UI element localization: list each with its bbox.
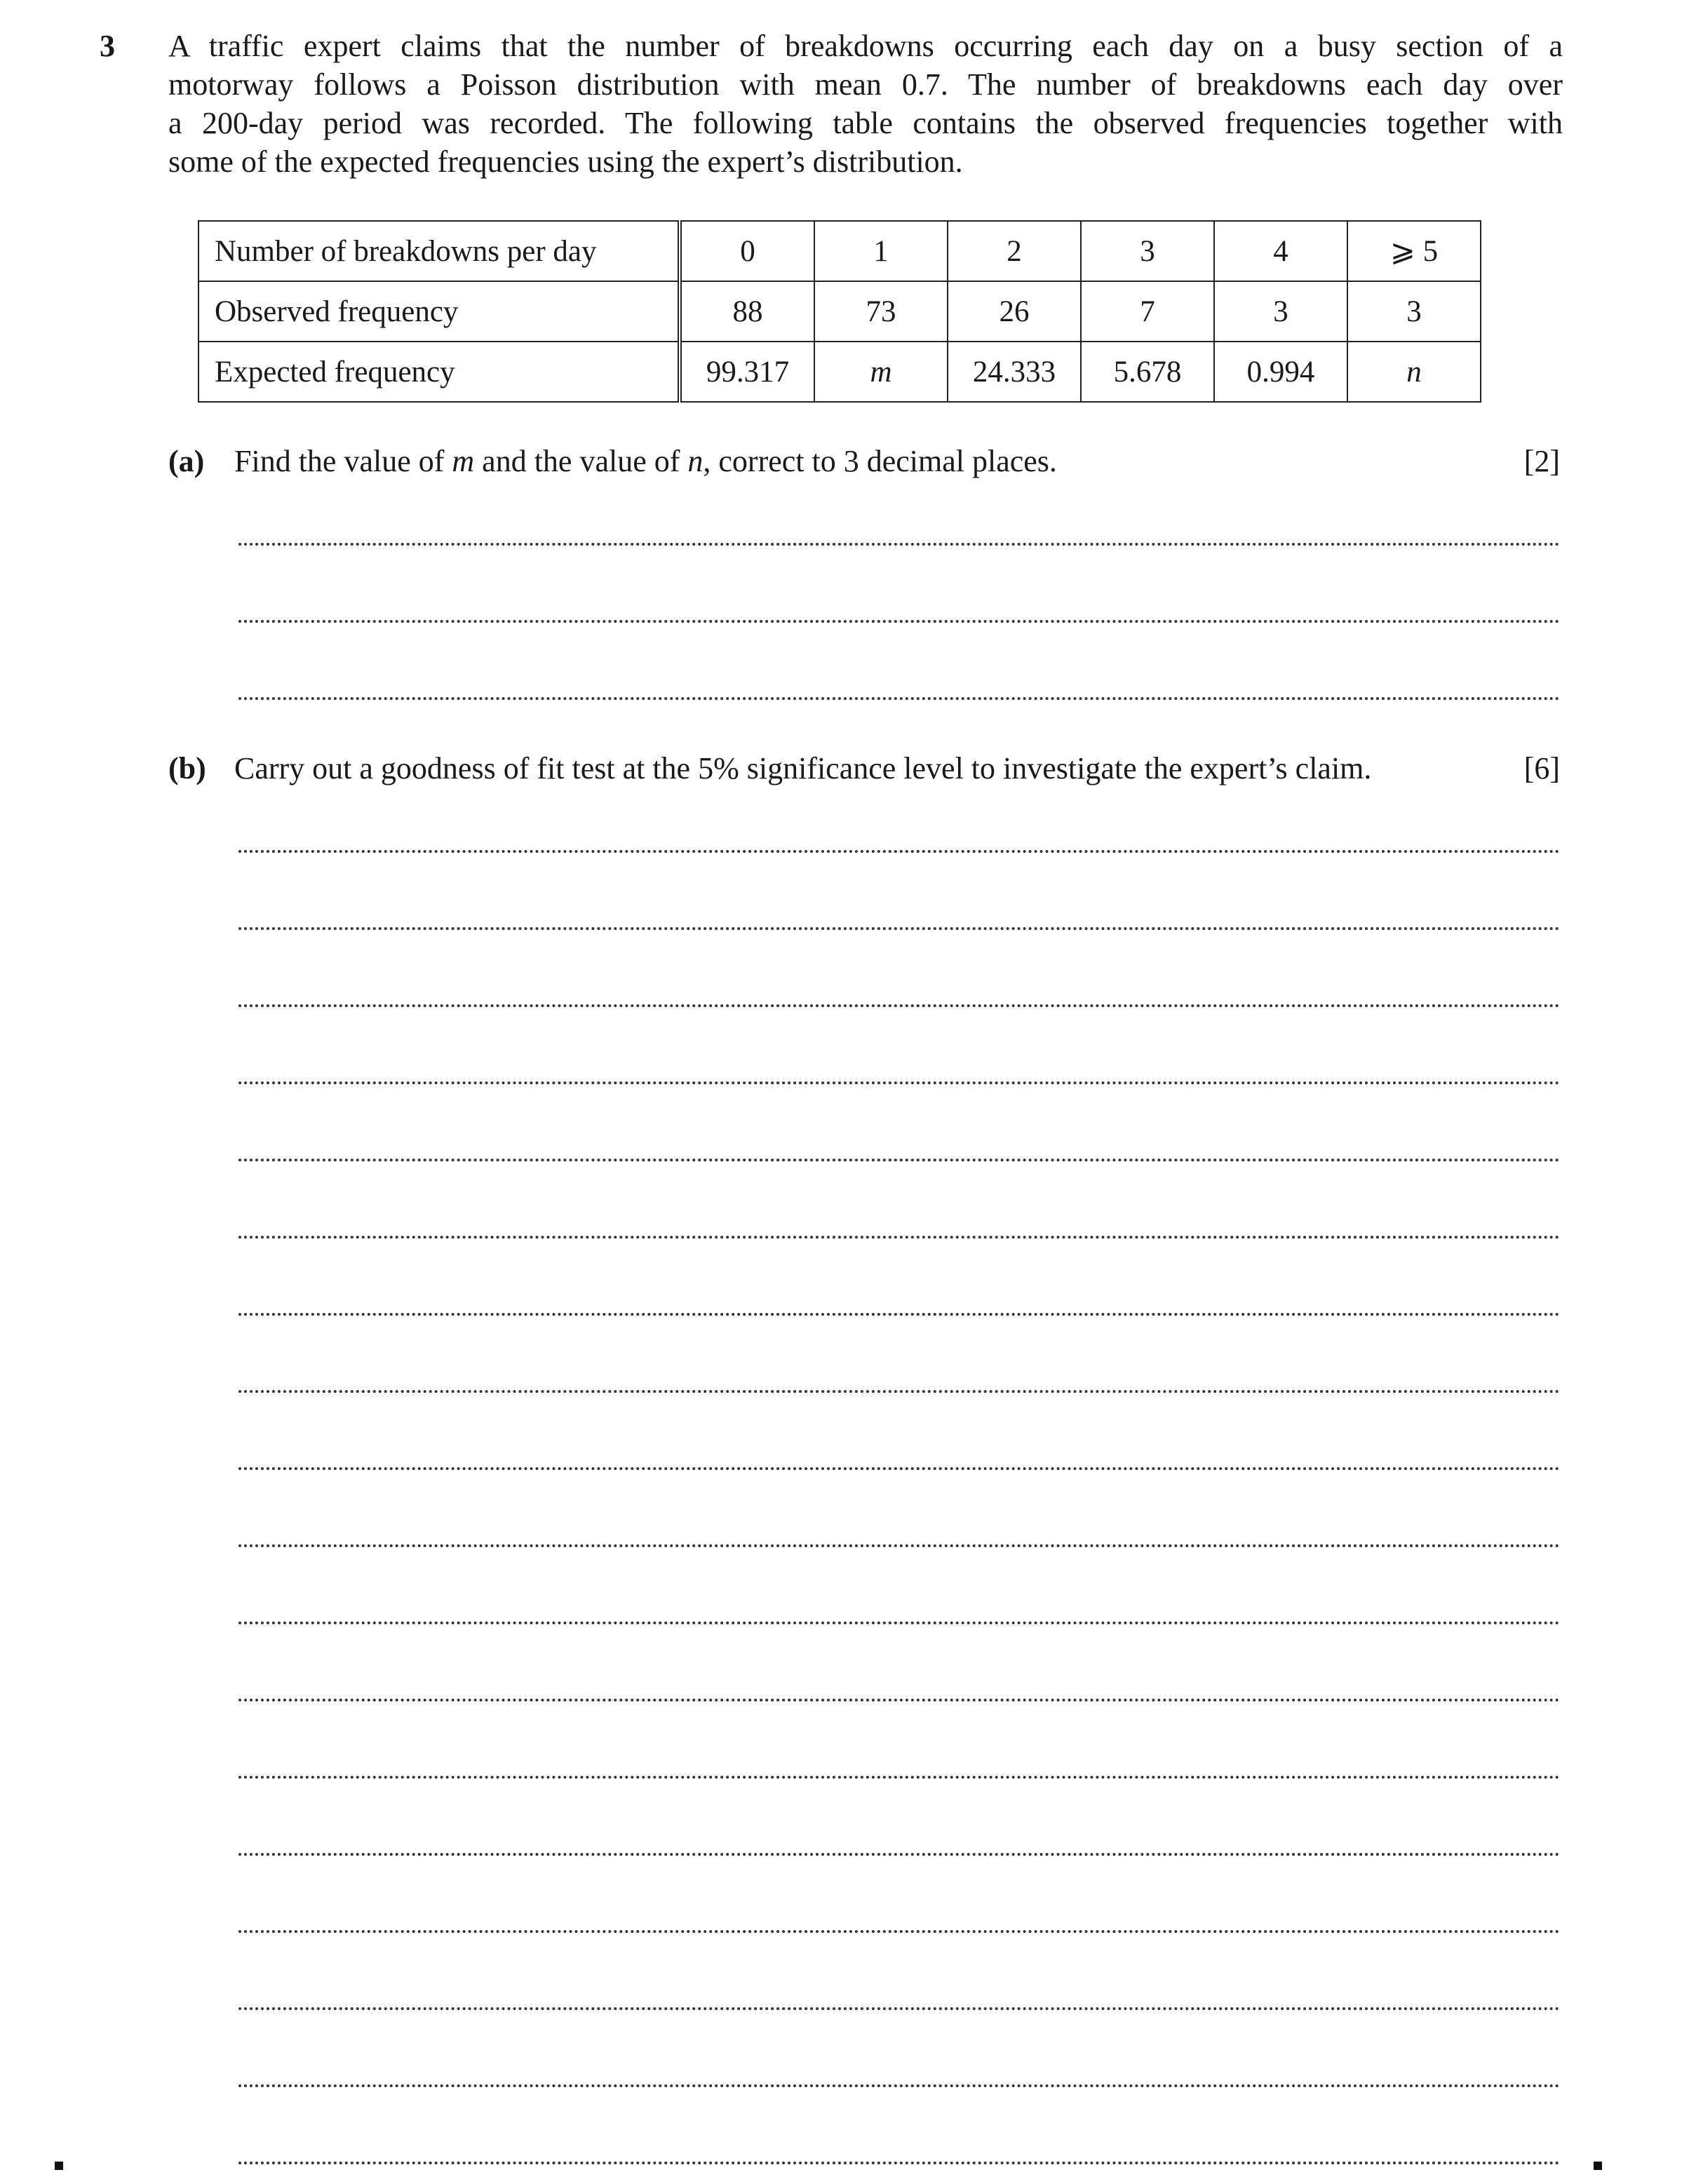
part-b-marks: [6]	[1523, 751, 1560, 786]
answer-line[interactable]	[238, 2162, 1560, 2164]
part-a-marks: [2]	[1523, 444, 1560, 478]
answer-line[interactable]	[238, 1622, 1560, 1624]
registration-mark-right	[1594, 2162, 1602, 2170]
answer-line[interactable]	[238, 1313, 1560, 1316]
part-b-text: Carry out a goodness of fit test at the 5% significance level to investigate the expert’s claim.	[234, 751, 1372, 786]
part-a-text: , correct to 3 decimal places.	[703, 444, 1057, 478]
part-a-var-n: n	[687, 444, 704, 478]
table-cell: 88	[680, 281, 814, 342]
table-cell: 26	[948, 281, 1081, 342]
table-cell: 4	[1214, 221, 1347, 281]
table-cell: 0.994	[1214, 342, 1347, 402]
answer-line[interactable]	[238, 1467, 1560, 1470]
answer-line[interactable]	[238, 2084, 1560, 2087]
question-intro	[168, 27, 1563, 181]
answer-line[interactable]	[238, 1004, 1560, 1007]
part-a-question	[168, 442, 1057, 481]
answer-line[interactable]	[238, 697, 1560, 700]
answer-line[interactable]	[238, 2007, 1560, 2010]
answer-line[interactable]	[238, 543, 1560, 546]
table-cell-unknown-n: n	[1347, 342, 1481, 402]
answer-line[interactable]	[238, 1853, 1560, 1856]
table-cell: 5.678	[1081, 342, 1214, 402]
table-cell: 0	[680, 221, 814, 281]
answer-line[interactable]	[238, 850, 1560, 853]
part-a-label: (a)	[168, 444, 205, 478]
row-header: Expected frequency	[198, 342, 680, 402]
answer-line[interactable]	[238, 1236, 1560, 1239]
answer-line[interactable]	[238, 927, 1560, 930]
part-a-text: Find the value of	[234, 444, 452, 478]
registration-mark-left	[55, 2162, 63, 2170]
table-cell: 99.317	[680, 342, 814, 402]
answer-line[interactable]	[238, 1159, 1560, 1161]
table-row-observed	[198, 281, 1481, 342]
answer-line[interactable]	[238, 1390, 1560, 1393]
intro-line: A traffic expert claims that the number of breakdowns occurring each day on a busy section of a	[168, 29, 1563, 63]
table-cell: 7	[1081, 281, 1214, 342]
question-number: 3	[100, 29, 115, 63]
table-cell: 3	[1081, 221, 1214, 281]
answer-line[interactable]	[238, 1699, 1560, 1701]
answer-line[interactable]	[238, 1544, 1560, 1547]
row-header: Observed frequency	[198, 281, 680, 342]
answer-line[interactable]	[238, 620, 1560, 623]
table-row-expected	[198, 342, 1481, 402]
intro-line: some of the expected frequencies using the expert’s distribution.	[168, 144, 963, 179]
table-cell: 24.333	[948, 342, 1081, 402]
table-cell: 73	[814, 281, 948, 342]
frequency-table	[198, 220, 1481, 403]
table-cell: 1	[814, 221, 948, 281]
answer-line[interactable]	[238, 1776, 1560, 1779]
table-cell-unknown-m: m	[814, 342, 948, 402]
table-cell: 2	[948, 221, 1081, 281]
table-cell: 3	[1347, 281, 1481, 342]
part-a-var-m: m	[452, 444, 475, 478]
row-header: Number of breakdowns per day	[198, 221, 680, 281]
part-a-text: and the value of	[474, 444, 688, 478]
intro-line: motorway follows a Poisson distribution with mean 0.7. The number of breakdowns each day over	[168, 67, 1563, 102]
answer-line[interactable]	[238, 1930, 1560, 1933]
part-b-question	[168, 749, 1371, 788]
intro-line: a 200-day period was recorded. The following table contains the observed frequencies together with	[168, 106, 1563, 140]
table-cell: ⩾ 5	[1347, 221, 1481, 281]
table-row-breakdowns	[198, 221, 1481, 281]
part-b-label: (b)	[168, 751, 206, 786]
table-cell: 3	[1214, 281, 1347, 342]
answer-line[interactable]	[238, 1081, 1560, 1084]
